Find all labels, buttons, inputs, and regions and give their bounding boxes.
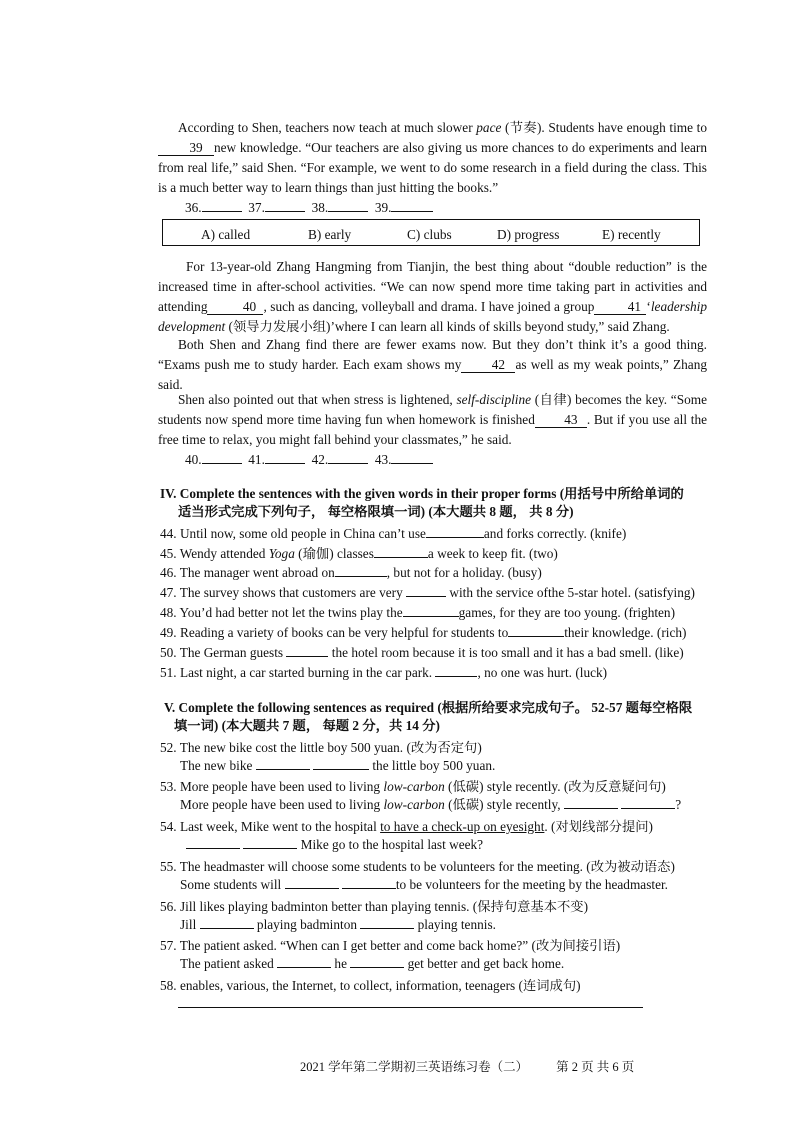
blank-40[interactable]: 40 [207, 300, 263, 315]
answer-number: 39. [374, 200, 392, 215]
text: , no one was hurt. (luck) [477, 665, 608, 680]
question-54-answer [186, 836, 483, 854]
answer-blank-45[interactable] [374, 545, 428, 558]
answer-blank-40[interactable] [202, 451, 242, 464]
answer-blank-38[interactable] [328, 199, 368, 212]
answer-blank-56a[interactable] [200, 916, 254, 929]
text: 54. Last week, Mike went to the hospital [160, 819, 381, 834]
answer-number: 42. [311, 452, 329, 467]
question-56-answer [180, 916, 496, 934]
text: (节奏). Students have enough time to [501, 120, 707, 135]
answer-blank-52b[interactable] [313, 757, 369, 770]
text: their knowledge. (rich) [564, 625, 687, 640]
text: (领导力发展小组)’where I can learn all kinds of skills beyond study,” said Zhang. [225, 319, 670, 334]
text: , such as dancing, volleyball and drama. I have joined a group [263, 299, 595, 314]
text: low-carbon [383, 779, 445, 794]
text: self-discipline [456, 392, 532, 407]
text: a week to keep fit. (two) [427, 546, 558, 561]
text: 48. You’d had better not let the twins play the [160, 605, 403, 620]
section-5-title: V. Complete the following sentences as required (根据所给要求完成句子。 52-57 题每空格限 [164, 700, 693, 715]
text: Both Shen and Zhang find there are fewer exams now. But they don’t think it’s a good thing. “Exams push me to study harder. Each exam shows my [158, 337, 707, 372]
text: get better and get back home. [404, 956, 565, 971]
answer-blank-53a[interactable] [564, 796, 618, 809]
answer-number: 43. [374, 452, 392, 467]
answer-blank-56b[interactable] [360, 916, 414, 929]
page-number: 第 2 页 共 6 页 [556, 1060, 635, 1074]
answer-blank-44[interactable] [426, 525, 484, 538]
option-b: B) early [308, 227, 352, 242]
answer-number: 41. [248, 452, 265, 467]
answer-number: 38. [311, 200, 329, 215]
option-a: A) called [201, 227, 251, 242]
blank-41[interactable]: 41 [594, 300, 646, 315]
underlined-phrase: to have a check-up on eyesight [380, 819, 545, 834]
text: playing tennis. [414, 917, 496, 932]
passage-paragraph-4 [158, 390, 707, 450]
answer-blank-49[interactable] [508, 624, 564, 637]
text: as well as my weak points,” Zhang said. [158, 357, 708, 392]
footer-title: 2021 学年第二学期初三英语练习卷（二） [300, 1060, 529, 1074]
section-5-title-cont: 填一词) (本大题共 7 题， 每题 2 分，共 14 分) [174, 718, 440, 733]
question-47 [160, 584, 695, 602]
answer-blank-36[interactable] [202, 199, 242, 212]
passage-paragraph-3 [158, 335, 707, 395]
blank-39[interactable]: 39 [158, 141, 214, 156]
section-4-title-cont: 适当形式完成下列句子， 每空格限填一词) (本大题共 8 题， 共 8 分) [178, 504, 574, 519]
text: 53. More people have been used to living [160, 779, 384, 794]
passage-paragraph-2 [158, 257, 707, 337]
text: 45. Wendy attended [160, 546, 269, 561]
answer-blank-41[interactable] [265, 451, 305, 464]
text: 47. The survey shows that customers are very [160, 585, 407, 600]
question-54 [160, 818, 653, 836]
answer-blank-48[interactable] [403, 604, 459, 617]
text: (低碳) style recently, [444, 797, 564, 812]
question-52: 52. The new bike cost the little boy 500 yuan. (改为否定句) [160, 740, 482, 755]
answer-blank-55a[interactable] [285, 876, 339, 889]
text: ? [675, 797, 682, 812]
text: Some students will [180, 877, 285, 892]
answer-blank-50[interactable] [286, 644, 328, 657]
blank-42[interactable]: 42 [461, 358, 515, 373]
text: Jill [180, 917, 200, 932]
text: (低碳) style recently. (改为反意疑问句) [444, 779, 666, 794]
answer-line-58[interactable] [178, 1007, 643, 1008]
text: For 13-year-old Zhang Hangming from Tianjin, the best thing about “double reduction” is the increased time in after-school activities. “We can now spend more time taking part in activities and attending [158, 259, 707, 314]
blank-43[interactable]: 43 [535, 413, 587, 428]
text: with the service ofthe 5-star hotel. (satisfying) [446, 585, 695, 600]
answer-blank-52a[interactable] [256, 757, 310, 770]
question-57-answer [180, 955, 564, 973]
question-49 [160, 624, 686, 642]
answer-blank-55b[interactable] [342, 876, 396, 889]
answer-blank-47[interactable] [406, 584, 446, 597]
text: to be volunteers for the meeting by the headmaster. [395, 877, 668, 892]
question-45 [160, 545, 558, 563]
option-e: E) recently [602, 227, 661, 242]
word-options-box [162, 219, 700, 246]
answer-blank-51[interactable] [435, 664, 477, 677]
text: ‘ [646, 299, 651, 314]
text: low-carbon [383, 797, 445, 812]
text: 46. The manager went abroad on [160, 565, 335, 580]
text: More people have been used to living [180, 797, 384, 812]
text: The new bike [180, 758, 256, 773]
question-55: 55. The headmaster will choose some students to be volunteers for the meeting. (改为被动语态) [160, 859, 675, 874]
text: The patient asked [180, 956, 278, 971]
text: he [331, 956, 351, 971]
answer-number: 37. [248, 200, 265, 215]
answer-blank-57b[interactable] [350, 955, 404, 968]
answer-blank-57a[interactable] [277, 955, 331, 968]
text: and forks correctly. (knife) [483, 526, 627, 541]
text: Shen also pointed out that when stress is lightened, [178, 392, 457, 407]
text: (自律) becomes the key. “Some students now spend more time having fun when homework is finished [158, 392, 707, 427]
text: According to Shen, teachers now teach at much slower [178, 120, 477, 135]
section-4-title: IV. Complete the sentences with the given words in their proper forms (用括号中所给单词的 [160, 486, 684, 501]
answer-number: 36. [185, 200, 202, 215]
text: 49. Reading a variety of books can be very helpful for students to [160, 625, 509, 640]
answer-blank-42[interactable] [328, 451, 368, 464]
answer-blank-54b[interactable] [243, 836, 297, 849]
text: 44. Until now, some old people in China can’t use [160, 526, 426, 541]
answer-blank-54a[interactable] [186, 836, 240, 849]
answer-number: 40. [185, 452, 202, 467]
text: leadership development [158, 299, 707, 334]
answer-blank-37[interactable] [265, 199, 305, 212]
text: (瑜伽) classes [294, 546, 374, 561]
text: 50. The German guests [160, 645, 287, 660]
answer-blank-39[interactable] [391, 199, 433, 212]
question-53 [160, 778, 666, 796]
question-55-answer [180, 876, 668, 894]
question-57: 57. The patient asked. “When can I get better and come back home?” (改为间接引语) [160, 938, 621, 953]
text: Mike go to the hospital last week? [300, 837, 484, 852]
question-50 [160, 644, 684, 662]
question-56: 56. Jill likes playing badminton better than playing tennis. (保持句意基本不变) [160, 899, 589, 914]
question-48 [160, 604, 675, 622]
text: . But if you use all the free time to relax, you might fall behind your classmates,” he said. [158, 412, 708, 447]
passage-paragraph-1 [158, 118, 707, 198]
text: Yoga [268, 546, 295, 561]
text: games, for they are too young. (frighten) [458, 605, 676, 620]
question-58: 58. enables, various, the Internet, to collect, information, teenagers (连词成句) [160, 978, 581, 993]
text: new knowledge. “Our teachers are also giving us more chances to do experiments and learn from real life,” said Shen. “For example, we went to do some research in a field during the class. This is a much better way to learn things than just hitting the books.” [158, 140, 707, 195]
page-footer [300, 1057, 634, 1075]
question-52-answer [180, 757, 495, 775]
text: , but not for a holiday. (busy) [386, 565, 542, 580]
answer-blank-43[interactable] [391, 451, 433, 464]
answer-blank-46[interactable] [335, 564, 387, 577]
question-46 [160, 564, 542, 582]
text: pace [476, 120, 502, 135]
answer-line-36-39 [185, 199, 433, 217]
text: the hotel room because it is too small and it has a bad smell. (like) [328, 645, 684, 660]
answer-line-40-43 [185, 451, 433, 469]
text: 51. Last night, a car started burning in the car park. [160, 665, 436, 680]
question-51 [160, 664, 607, 682]
option-d: D) progress [497, 227, 560, 242]
option-c: C) clubs [407, 227, 452, 242]
question-44 [160, 525, 626, 543]
text: playing badminton [253, 917, 361, 932]
answer-blank-53b[interactable] [621, 796, 675, 809]
question-53-answer [180, 796, 681, 814]
text: . (对划线部分提问) [544, 819, 653, 834]
text: the little boy 500 yuan. [369, 758, 496, 773]
